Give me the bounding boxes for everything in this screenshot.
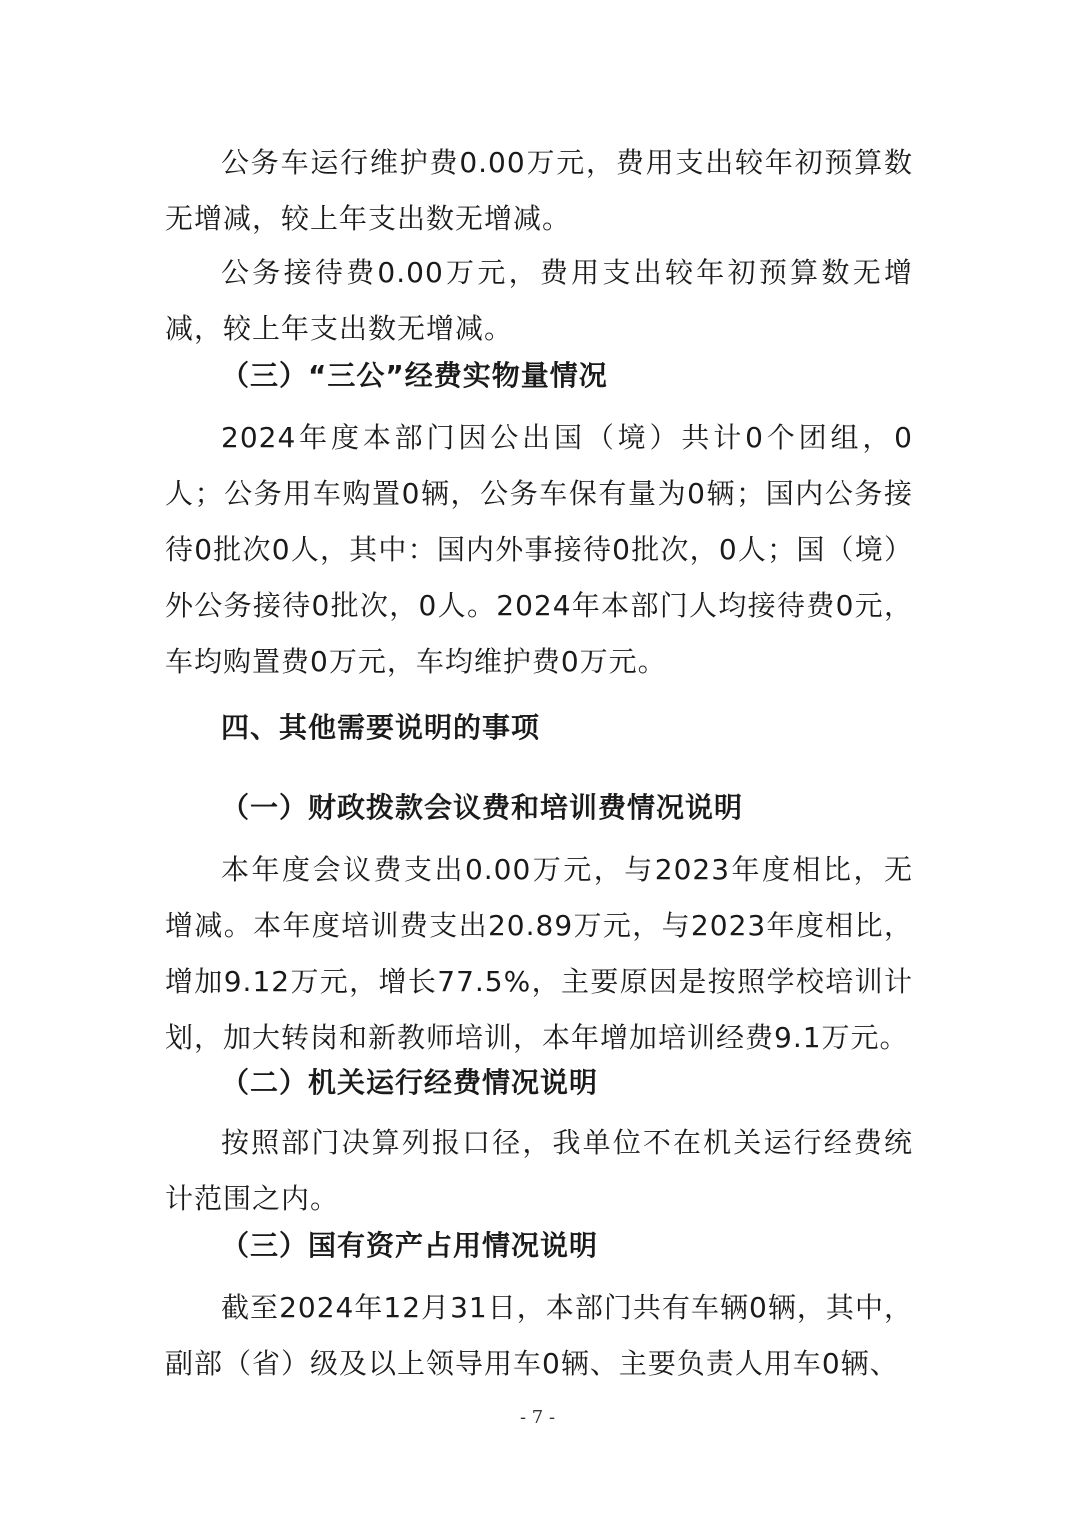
paragraph-state-assets: 截至2024年12月31日，本部门共有车辆0辆，其中，副部（省）级及以上领导用车0辆、主要负责人用车0辆、 xyxy=(165,1291,913,1380)
paragraph-physical-quantity: 2024年度本部门因公出国（境）共计0个团组，0人；公务用车购置0辆，公务车保有量为0辆；国内公务接待0批次0人，其中：国内外事接待0批次，0人；国（境）外公务接待0批次，0人。2024年本部门人均接待费0元，车均购置费0万元，车均维护费0万元。 xyxy=(165,421,913,678)
paragraph-reception-fee: 公务接待费0.00万元，费用支出较年初预算数无增减，较上年支出数无增减。 xyxy=(165,256,913,345)
subheading-state-assets: （三）国有资产占用情况说明 xyxy=(221,1229,599,1262)
section-heading-other-matters: 四、其他需要说明的事项 xyxy=(221,711,541,744)
subheading-meeting-training: （一）财政拨款会议费和培训费情况说明 xyxy=(221,791,744,824)
paragraph-car-maintenance-fee: 公务车运行维护费0.00万元，费用支出较年初预算数无增减，较上年支出数无增减。 xyxy=(165,146,913,235)
page-number: - 7 - xyxy=(519,1407,556,1428)
subheading-three-public-physical: （三）“三公”经费实物量情况 xyxy=(221,359,608,392)
subheading-agency-operation: （二）机关运行经费情况说明 xyxy=(221,1066,599,1099)
paragraph-meeting-training: 本年度会议费支出0.00万元，与2023年度相比，无增减。本年度培训费支出20.89万元，与2023年度相比，增加9.12万元，增长77.5%，主要原因是按照学校培训计划，加大转岗和新教师培训，本年增加培训经费9.1万元。 xyxy=(165,853,913,1054)
paragraph-agency-operation: 按照部门决算列报口径，我单位不在机关运行经费统计范围之内。 xyxy=(165,1126,913,1215)
